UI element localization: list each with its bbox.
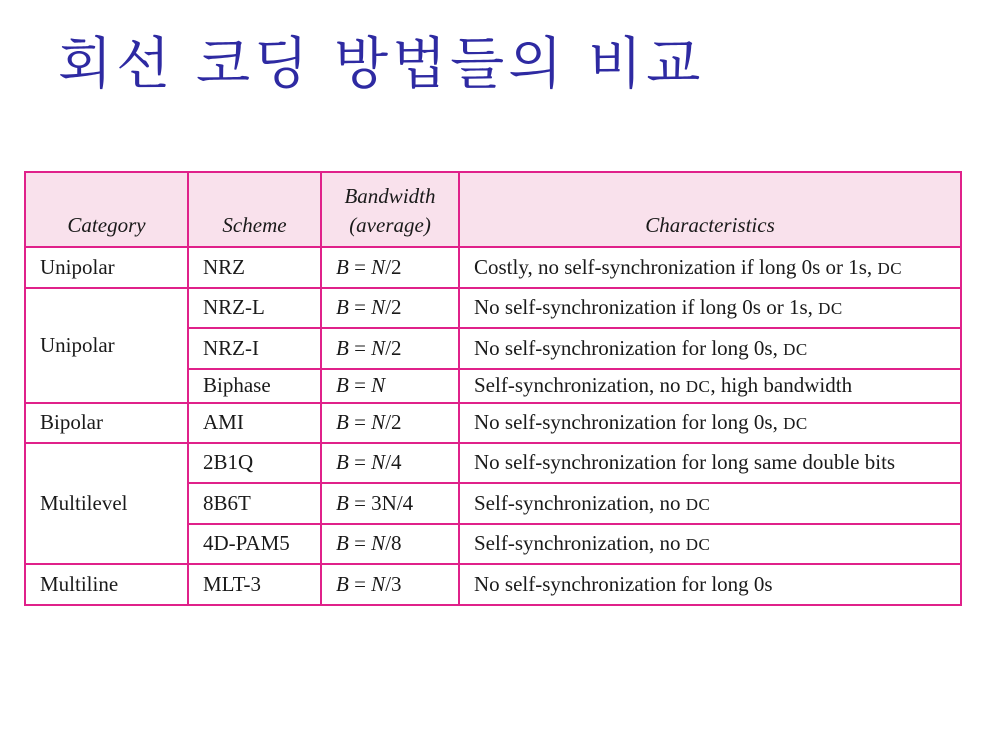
cell-scheme: AMI bbox=[188, 403, 321, 443]
cell-bandwidth: B = N/2 bbox=[321, 247, 459, 288]
cell-category: Unipolar bbox=[25, 288, 188, 403]
table-row bbox=[25, 403, 961, 443]
cell-bandwidth: B = N/2 bbox=[321, 403, 459, 443]
cell-characteristics: No self-synchronization for long 0s, DC bbox=[459, 403, 961, 443]
cell-scheme: NRZ-I bbox=[188, 328, 321, 369]
table-row bbox=[25, 443, 961, 484]
cell-scheme: 2B1Q bbox=[188, 443, 321, 484]
cell-scheme: MLT-3 bbox=[188, 564, 321, 605]
cell-bandwidth: B = N/2 bbox=[321, 288, 459, 329]
cell-characteristics: Self-synchronization, no DC, high bandwidth bbox=[459, 369, 961, 403]
cell-characteristics: No self-synchronization for long 0s bbox=[459, 564, 961, 605]
header-bandwidth bbox=[321, 172, 459, 247]
header-bandwidth-line1: Bandwidth bbox=[344, 184, 436, 208]
cell-category: Bipolar bbox=[25, 403, 188, 443]
cell-bandwidth: B = N/3 bbox=[321, 564, 459, 605]
cell-scheme: NRZ bbox=[188, 247, 321, 288]
table-row bbox=[25, 247, 961, 288]
cell-bandwidth: B = N/8 bbox=[321, 524, 459, 565]
cell-characteristics: No self-synchronization for long same double bits bbox=[459, 443, 961, 484]
table-header-row bbox=[25, 172, 961, 247]
table-row bbox=[25, 288, 961, 329]
cell-category: Unipolar bbox=[25, 247, 188, 288]
cell-scheme: 4D-PAM5 bbox=[188, 524, 321, 565]
cell-category: Multiline bbox=[25, 564, 188, 605]
cell-characteristics: Self-synchronization, no DC bbox=[459, 524, 961, 565]
slide-title: 회선 코딩 방법들의 비교 bbox=[58, 32, 705, 97]
cell-bandwidth: B = N/4 bbox=[321, 443, 459, 484]
cell-characteristics: Self-synchronization, no DC bbox=[459, 483, 961, 524]
header-scheme: Scheme bbox=[188, 172, 321, 247]
table-row bbox=[25, 564, 961, 605]
header-category: Category bbox=[25, 172, 188, 247]
cell-scheme: Biphase bbox=[188, 369, 321, 403]
cell-characteristics: No self-synchronization for long 0s, DC bbox=[459, 328, 961, 369]
cell-scheme: 8B6T bbox=[188, 483, 321, 524]
header-characteristics: Characteristics bbox=[459, 172, 961, 247]
cell-bandwidth: B = 3N/4 bbox=[321, 483, 459, 524]
header-bandwidth-line2: (average) bbox=[349, 213, 431, 237]
cell-scheme: NRZ-L bbox=[188, 288, 321, 329]
cell-category: Multilevel bbox=[25, 443, 188, 565]
cell-characteristics: No self-synchronization if long 0s or 1s, DC bbox=[459, 288, 961, 329]
cell-bandwidth: B = N bbox=[321, 369, 459, 403]
cell-bandwidth: B = N/2 bbox=[321, 328, 459, 369]
line-coding-comparison-table bbox=[24, 171, 962, 606]
cell-characteristics: Costly, no self-synchronization if long 0s or 1s, DC bbox=[459, 247, 961, 288]
